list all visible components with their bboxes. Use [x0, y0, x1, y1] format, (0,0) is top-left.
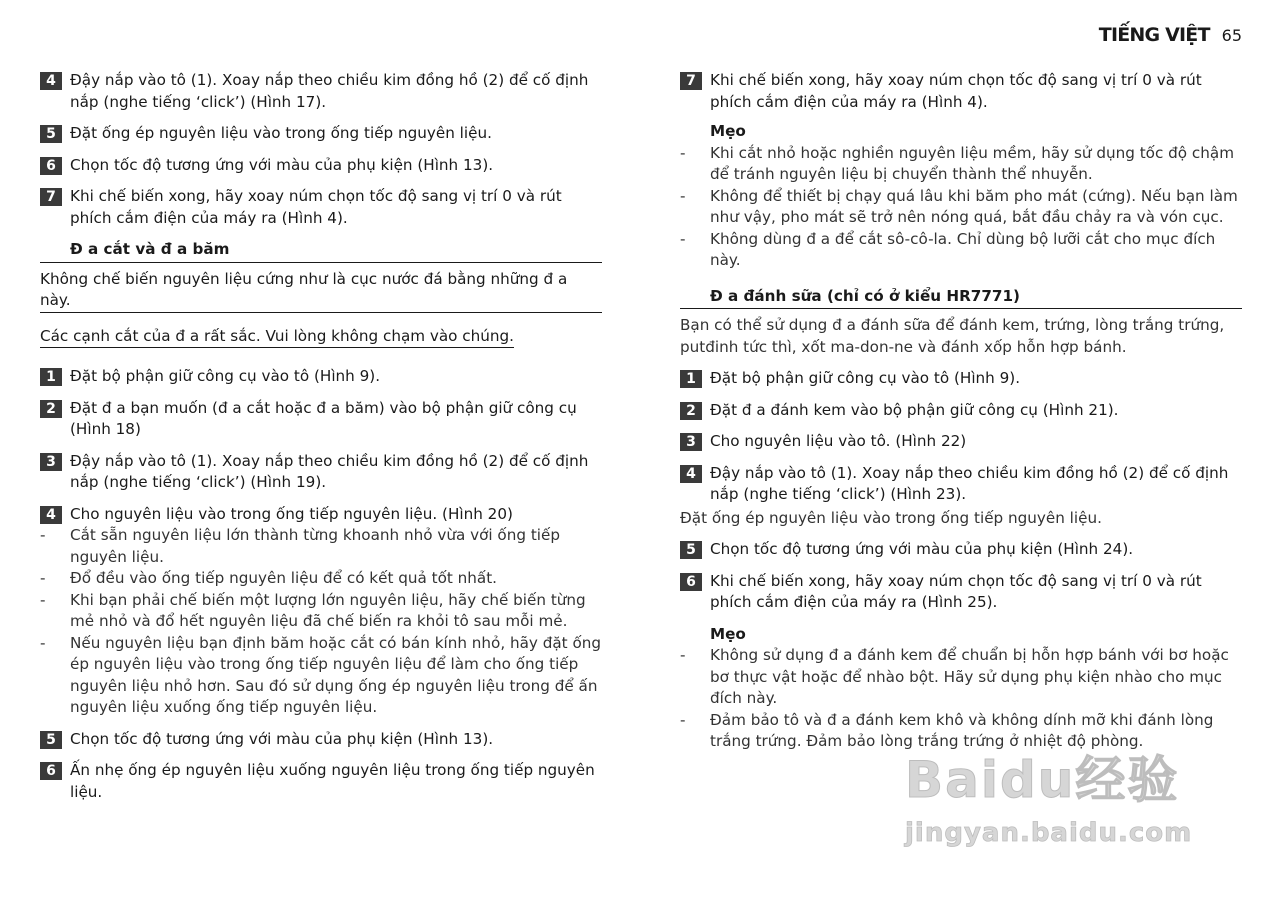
bullet-item: - Khi cắt nhỏ hoặc nghiền nguyên liệu mềm, hãy sử dụng tốc độ chậm để tránh nguyên liệu bị chuyển thành thể nhuyễn.	[680, 143, 1242, 186]
step-item	[680, 539, 1242, 561]
step-number: 1	[680, 370, 702, 388]
bullet-item: - Không sử dụng đ a đánh kem để chuẩn bị hỗn hợp bánh với bơ hoặc bơ thực vật hoặc để nhào bột. Hãy sử dụng phụ kiện nhào cho mục đích này.	[680, 645, 1242, 710]
step-item	[40, 186, 602, 229]
page-header	[1099, 24, 1242, 46]
bullet-item: - Khi bạn phải chế biến một lượng lớn nguyên liệu, hãy chế biến từng mẻ nhỏ và đổ hết nguyên liệu đã chế biến ra khỏi tô sau mỗi mẻ.	[40, 590, 602, 633]
step-text: Đặt bộ phận giữ công cụ vào tô (Hình 9).	[710, 369, 1021, 387]
step-item	[40, 155, 602, 177]
step-text: Đậy nắp vào tô (1). Xoay nắp theo chiều kim đồng hồ (2) để cố định nắp (nghe tiếng ‘click’) (Hình 19).	[70, 451, 589, 491]
step-number: 5	[40, 125, 62, 143]
step-number: 2	[40, 400, 62, 418]
step-number: 1	[40, 368, 62, 386]
warning-block	[40, 326, 602, 349]
step-item	[680, 463, 1242, 506]
step-number: 6	[40, 762, 62, 780]
step-item	[40, 123, 602, 145]
step-text: Đậy nắp vào tô (1). Xoay nắp theo chiều kim đồng hồ (2) để cố định nắp (nghe tiếng ‘click’) (Hình 17).	[70, 71, 589, 111]
step-number: 6	[680, 573, 702, 591]
step-number: 6	[40, 157, 62, 175]
bullet-item: - Cắt sẵn nguyên liệu lớn thành từng khoanh nhỏ vừa với ống tiếp nguyên liệu.	[40, 525, 602, 568]
tips-title: Mẹo	[710, 122, 746, 140]
step-text: Khi chế biến xong, hãy xoay núm chọn tốc độ sang vị trí 0 và rút phích cắm điện của máy ra (Hình 25).	[710, 571, 1202, 611]
step-text: Đặt đ a đánh kem vào bộ phận giữ công cụ (Hình 21).	[710, 400, 1119, 419]
bullet-item: - Nếu nguyên liệu bạn định băm hoặc cắt có bán kính nhỏ, hãy đặt ống ép nguyên liệu vào trong ống tiếp nguyên liệu để làm cho ống tiếp nguyên liệu nhỏ hơn. Sau đó sử dụng ống ép nguyên liệu trong để ấn nguyên liệu xuống ống tiếp nguyên liệu.	[40, 633, 602, 719]
page-number: 65	[1221, 26, 1242, 45]
step-number: 7	[680, 72, 702, 90]
step-text: Ấn nhẹ ống ép nguyên liệu xuống nguyên liệu trong ống tiếp nguyên liệu.	[70, 761, 595, 801]
step-text: Chọn tốc độ tương ứng với màu của phụ kiện (Hình 13).	[70, 155, 494, 174]
step-item	[680, 70, 1242, 113]
step-item	[680, 571, 1242, 614]
step-text: Chọn tốc độ tương ứng với màu của phụ kiện (Hình 13).	[70, 729, 494, 748]
follow-text: Đặt ống ép nguyên liệu vào trong ống tiếp nguyên liệu.	[680, 508, 1102, 527]
step-text: Đậy nắp vào tô (1). Xoay nắp theo chiều kim đồng hồ (2) để cố định nắp (nghe tiếng ‘click’) (Hình 23).	[710, 463, 1229, 503]
step-text: Đặt ống ép nguyên liệu vào trong ống tiếp nguyên liệu.	[70, 124, 492, 142]
warning-block	[40, 269, 602, 313]
bullet-item: - Không dùng đ a để cắt sô-cô-la. Chỉ dùng bộ lưỡi cắt cho mục đích này.	[680, 229, 1242, 272]
watermark-logo: Baidu经验	[905, 751, 1180, 809]
warning-text: Không chế biến nguyên liệu cứng như là cục nước đá bằng những đ a này.	[40, 269, 602, 313]
step-text: Đặt bộ phận giữ công cụ vào tô (Hình 9).	[70, 367, 381, 385]
language-title: TIẾNG VIỆT	[1098, 24, 1210, 46]
bullet-item: - Đổ đều vào ống tiếp nguyên liệu để có kết quả tốt nhất.	[40, 568, 602, 590]
step-item	[40, 70, 602, 113]
step-item	[680, 431, 1242, 453]
step-item	[680, 368, 1242, 390]
step-number: 5	[40, 731, 62, 749]
step-number: 4	[40, 506, 62, 524]
tips-title: Mẹo	[710, 624, 746, 643]
left-column	[40, 70, 602, 813]
step-number: 5	[680, 541, 702, 559]
step-item	[40, 504, 602, 526]
step-number: 7	[40, 188, 62, 206]
step-number: 4	[680, 465, 702, 483]
right-column	[680, 70, 1242, 763]
step-number: 3	[680, 433, 702, 451]
bullet-item: - Không để thiết bị chạy quá lâu khi băm pho mát (cứng). Nếu bạn làm như vậy, pho mát sẽ trở nên nóng quá, bắt đầu chảy ra và vón cục.	[680, 186, 1242, 229]
step-item	[40, 398, 602, 441]
step-item	[40, 366, 602, 388]
step-item	[40, 760, 602, 803]
intro-paragraph: Bạn có thể sử dụng đ a đánh sữa để đánh kem, trứng, lòng trắng trứng, putđinh tức thì, xốt ma-don-ne và đánh xốp hỗn hợp bánh.	[680, 316, 1225, 356]
step-text: Đặt đ a bạn muốn (đ a cắt hoặc đ a băm) vào bộ phận giữ công cụ (Hình 18)	[70, 398, 577, 438]
bullet-list	[680, 645, 1242, 753]
bullet-list	[40, 525, 602, 719]
step-text: Chọn tốc độ tương ứng với màu của phụ kiện (Hình 24).	[710, 540, 1134, 558]
step-number: 4	[40, 72, 62, 90]
step-item	[40, 451, 602, 494]
step-text: Khi chế biến xong, hãy xoay núm chọn tốc độ sang vị trí 0 và rút phích cắm điện của máy ra (Hình 4).	[710, 71, 1202, 111]
step-item	[40, 729, 602, 751]
step-item	[680, 400, 1242, 422]
section-title: Đ a cắt và đ a băm	[40, 239, 602, 263]
section-title: Đ a đánh sữa (chỉ có ở kiểu HR7771)	[680, 286, 1242, 310]
step-text: Khi chế biến xong, hãy xoay núm chọn tốc độ sang vị trí 0 và rút phích cắm điện của máy ra (Hình 4).	[70, 187, 562, 227]
watermark-url: jingyan.baidu.com	[905, 818, 1193, 848]
step-text: Cho nguyên liệu vào tô. (Hình 22)	[710, 432, 967, 450]
step-number: 3	[40, 453, 62, 471]
bullet-item: - Đảm bảo tô và đ a đánh kem khô và không dính mỡ khi đánh lòng trắng trứng. Đảm bảo lòng trắng trứng ở nhiệt độ phòng.	[680, 710, 1242, 753]
step-text: Cho nguyên liệu vào trong ống tiếp nguyên liệu. (Hình 20)	[70, 504, 513, 523]
bullet-list	[680, 143, 1242, 272]
warning-text: Các cạnh cắt của đ a rất sắc. Vui lòng không chạm vào chúng.	[40, 326, 514, 349]
step-number: 2	[680, 402, 702, 420]
